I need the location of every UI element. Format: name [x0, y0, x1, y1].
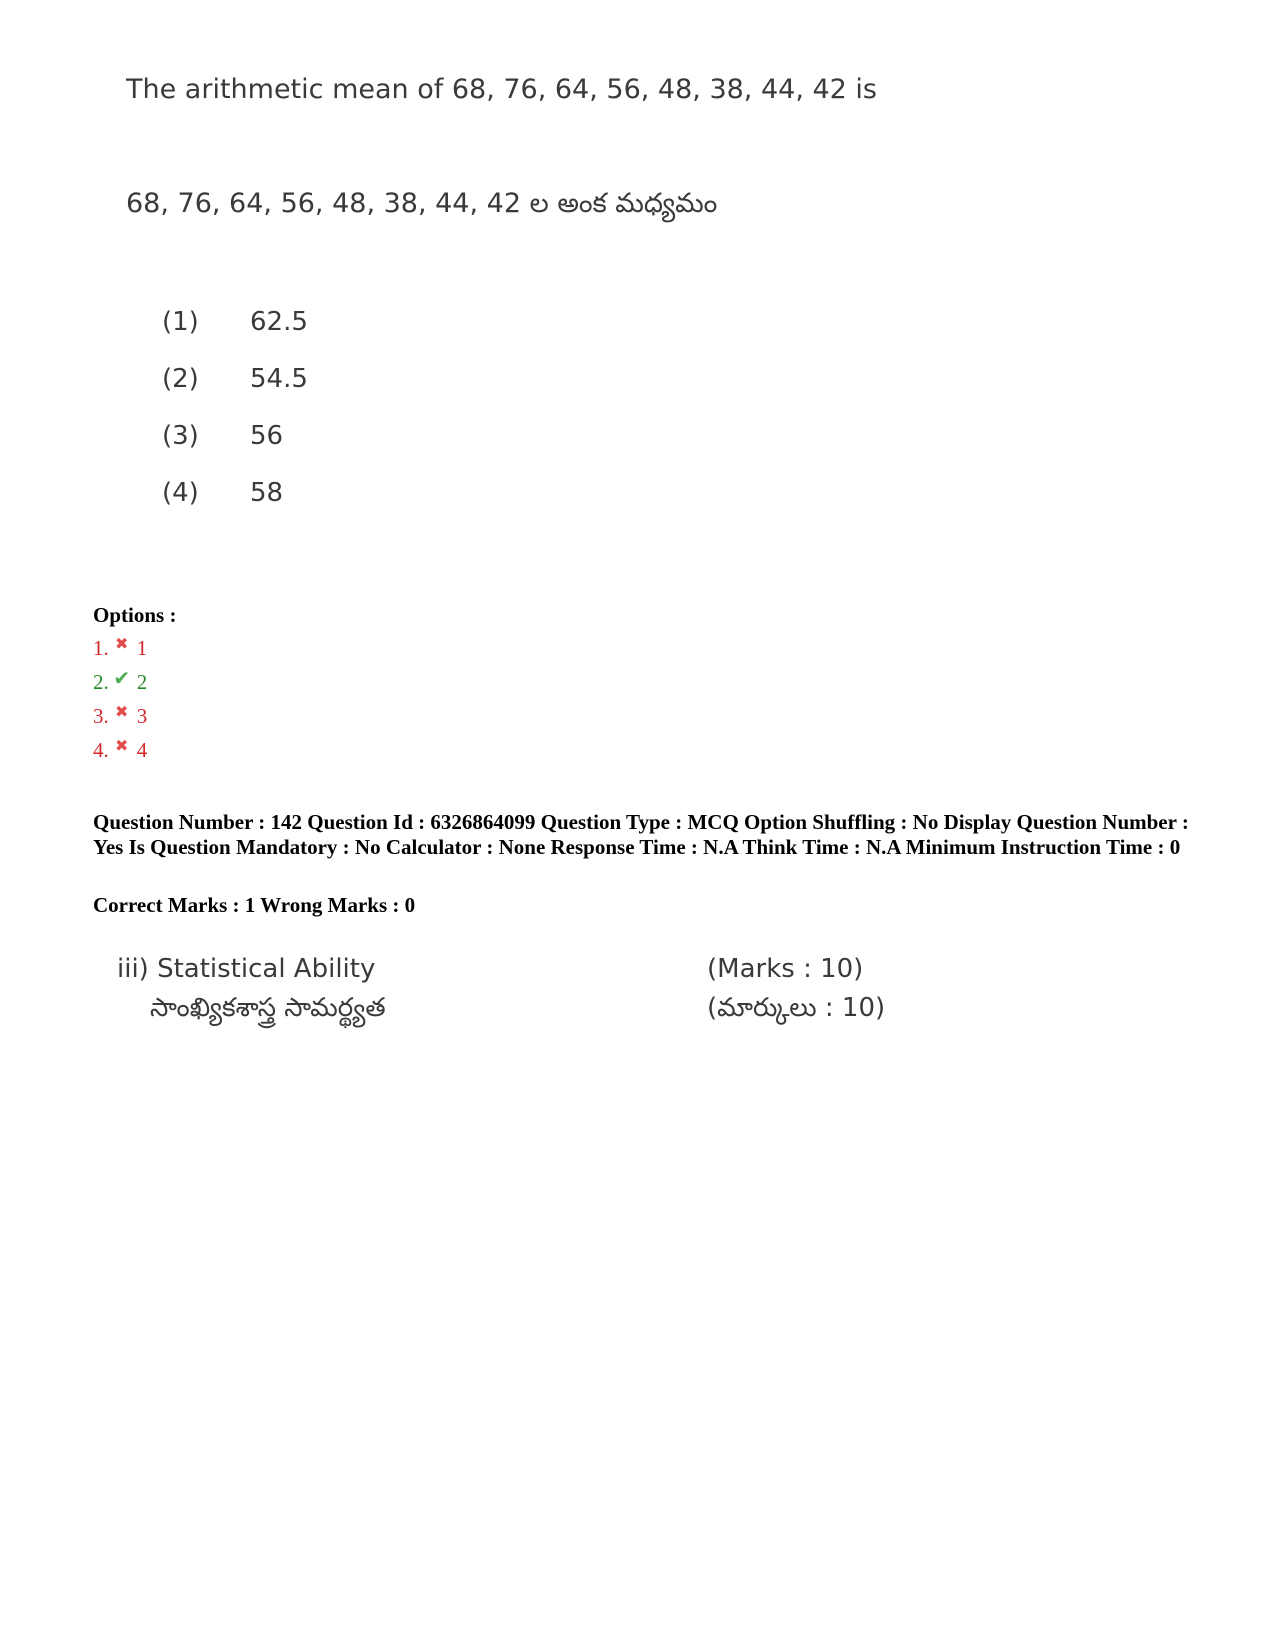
- option-item-3: [93, 704, 147, 729]
- option-index: 4.: [93, 738, 109, 762]
- option-index: 2.: [93, 670, 109, 694]
- question-text-english: The arithmetic mean of 68, 76, 64, 56, 48, 38, 44, 42 is: [126, 74, 877, 105]
- choice-3: [162, 421, 283, 451]
- choice-value: 54.5: [250, 364, 308, 394]
- option-item-4: [93, 738, 147, 763]
- option-index: 3.: [93, 704, 109, 728]
- choice-number: (1): [162, 307, 199, 337]
- section-title-english: iii) Statistical Ability: [117, 954, 376, 984]
- marks-info: Correct Marks : 1 Wrong Marks : 0: [93, 893, 416, 917]
- question-text-telugu: 68, 76, 64, 56, 48, 38, 44, 42 ల అంక మధ్యమం: [126, 188, 718, 219]
- choice-1: [162, 307, 308, 337]
- option-label: 4: [136, 738, 148, 762]
- option-item-1: [93, 636, 147, 661]
- choice-4: [162, 478, 283, 508]
- choice-value: 62.5: [250, 307, 308, 337]
- choice-value: 56: [250, 421, 284, 451]
- choice-2: [162, 364, 308, 394]
- options-heading: Options :: [93, 603, 177, 627]
- option-item-2: [93, 670, 147, 695]
- section-marks-telugu: (మార్కులు : 10): [707, 993, 886, 1023]
- option-label: 1: [136, 636, 148, 660]
- check-icon: ✔: [113, 668, 131, 690]
- cross-icon: ✖: [115, 704, 129, 721]
- choice-value: 58: [250, 478, 284, 508]
- section-marks-english: (Marks : 10): [707, 954, 864, 984]
- choice-number: (2): [162, 364, 199, 394]
- section-title-telugu: సాంఖ్యికశాస్త్ర సామర్థ్యత: [150, 993, 386, 1023]
- option-index: 1.: [93, 636, 109, 660]
- question-metadata: Question Number : 142 Question Id : 6326864099 Question Type : MCQ Option Shuffling : No Display Question Number : Yes Is Question Mandatory : No Calculator : None Response Time : N.A Think Time : N.A Minimum Instruction Time : 0: [93, 810, 1189, 859]
- choice-number: (3): [162, 421, 199, 451]
- cross-icon: ✖: [115, 636, 129, 653]
- choice-number: (4): [162, 478, 199, 508]
- option-label: 3: [136, 704, 148, 728]
- cross-icon: ✖: [115, 738, 129, 755]
- option-label: 2: [136, 670, 148, 694]
